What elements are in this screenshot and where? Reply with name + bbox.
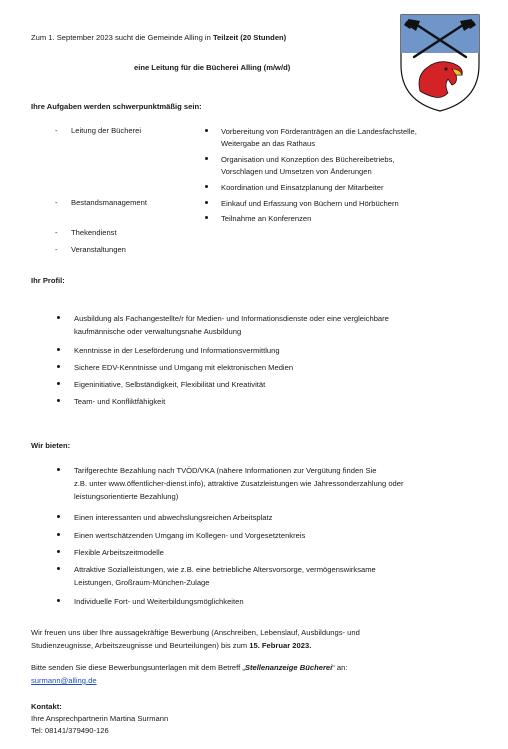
bullet-icon (57, 567, 60, 570)
intro-text (31, 33, 286, 43)
deadline: 15. Februar 2023. (249, 641, 312, 650)
email-line (31, 676, 97, 686)
bullet-icon (205, 201, 208, 204)
offer-heading: Wir bieten: (31, 441, 71, 450)
intro-bold: Teilzeit (20 Stunden) (212, 33, 287, 42)
bullet-icon (205, 185, 208, 188)
bullet-icon (57, 316, 60, 319)
bullet-icon (205, 129, 208, 132)
profile-heading: Ihr Profil: (31, 276, 65, 285)
email-link[interactable]: surmann@alling.de (31, 676, 97, 685)
contact-person: Ihre Ansprechpartnerin Martina Surmann (31, 714, 169, 723)
dash-marker: - (55, 126, 58, 135)
bullet-icon (57, 382, 60, 385)
coat-of-arms-icon (398, 13, 482, 113)
closing-line-2: Studienzeugnisse, Arbeitszeugnisse und Beurteilungen) bis zum 15. Februar 2023. (31, 641, 312, 650)
contact-phone: Tel: 08141/379490-126 (31, 726, 109, 735)
dash-marker: - (55, 228, 58, 237)
closing-line-1: Wir freuen uns über Ihre aussagekräftige Bewerbung (Anschreiben, Lebenslauf, Ausbildungs- und (31, 628, 360, 637)
bullet-icon (57, 515, 60, 518)
bullet-icon (57, 533, 60, 536)
bullet-icon (57, 348, 60, 351)
intro-regular: Zum 1. September 2023 sucht die Gemeinde Alling in (31, 33, 213, 42)
dash-marker: - (55, 198, 58, 207)
bullet-icon (205, 157, 208, 160)
bullet-icon (205, 216, 208, 219)
bullet-icon (57, 599, 60, 602)
subject-text: Stellenanzeige Bücherei (244, 663, 333, 672)
job-title: eine Leitung für die Bücherei Alling (m/w/d) (134, 63, 291, 72)
bullet-icon (57, 550, 60, 553)
bullet-icon (57, 468, 60, 471)
bullet-icon (57, 365, 60, 368)
dash-marker: - (55, 245, 58, 254)
bullet-icon (57, 399, 60, 402)
tasks-heading: Ihre Aufgaben werden schwerpunktmäßig sein: (31, 102, 202, 111)
send-instructions: Bitte senden Sie diese Bewerbungsunterlagen mit dem Betreff „Stellenanzeige Bücherei“ an: (31, 663, 348, 672)
contact-heading: Kontakt: (31, 702, 62, 711)
